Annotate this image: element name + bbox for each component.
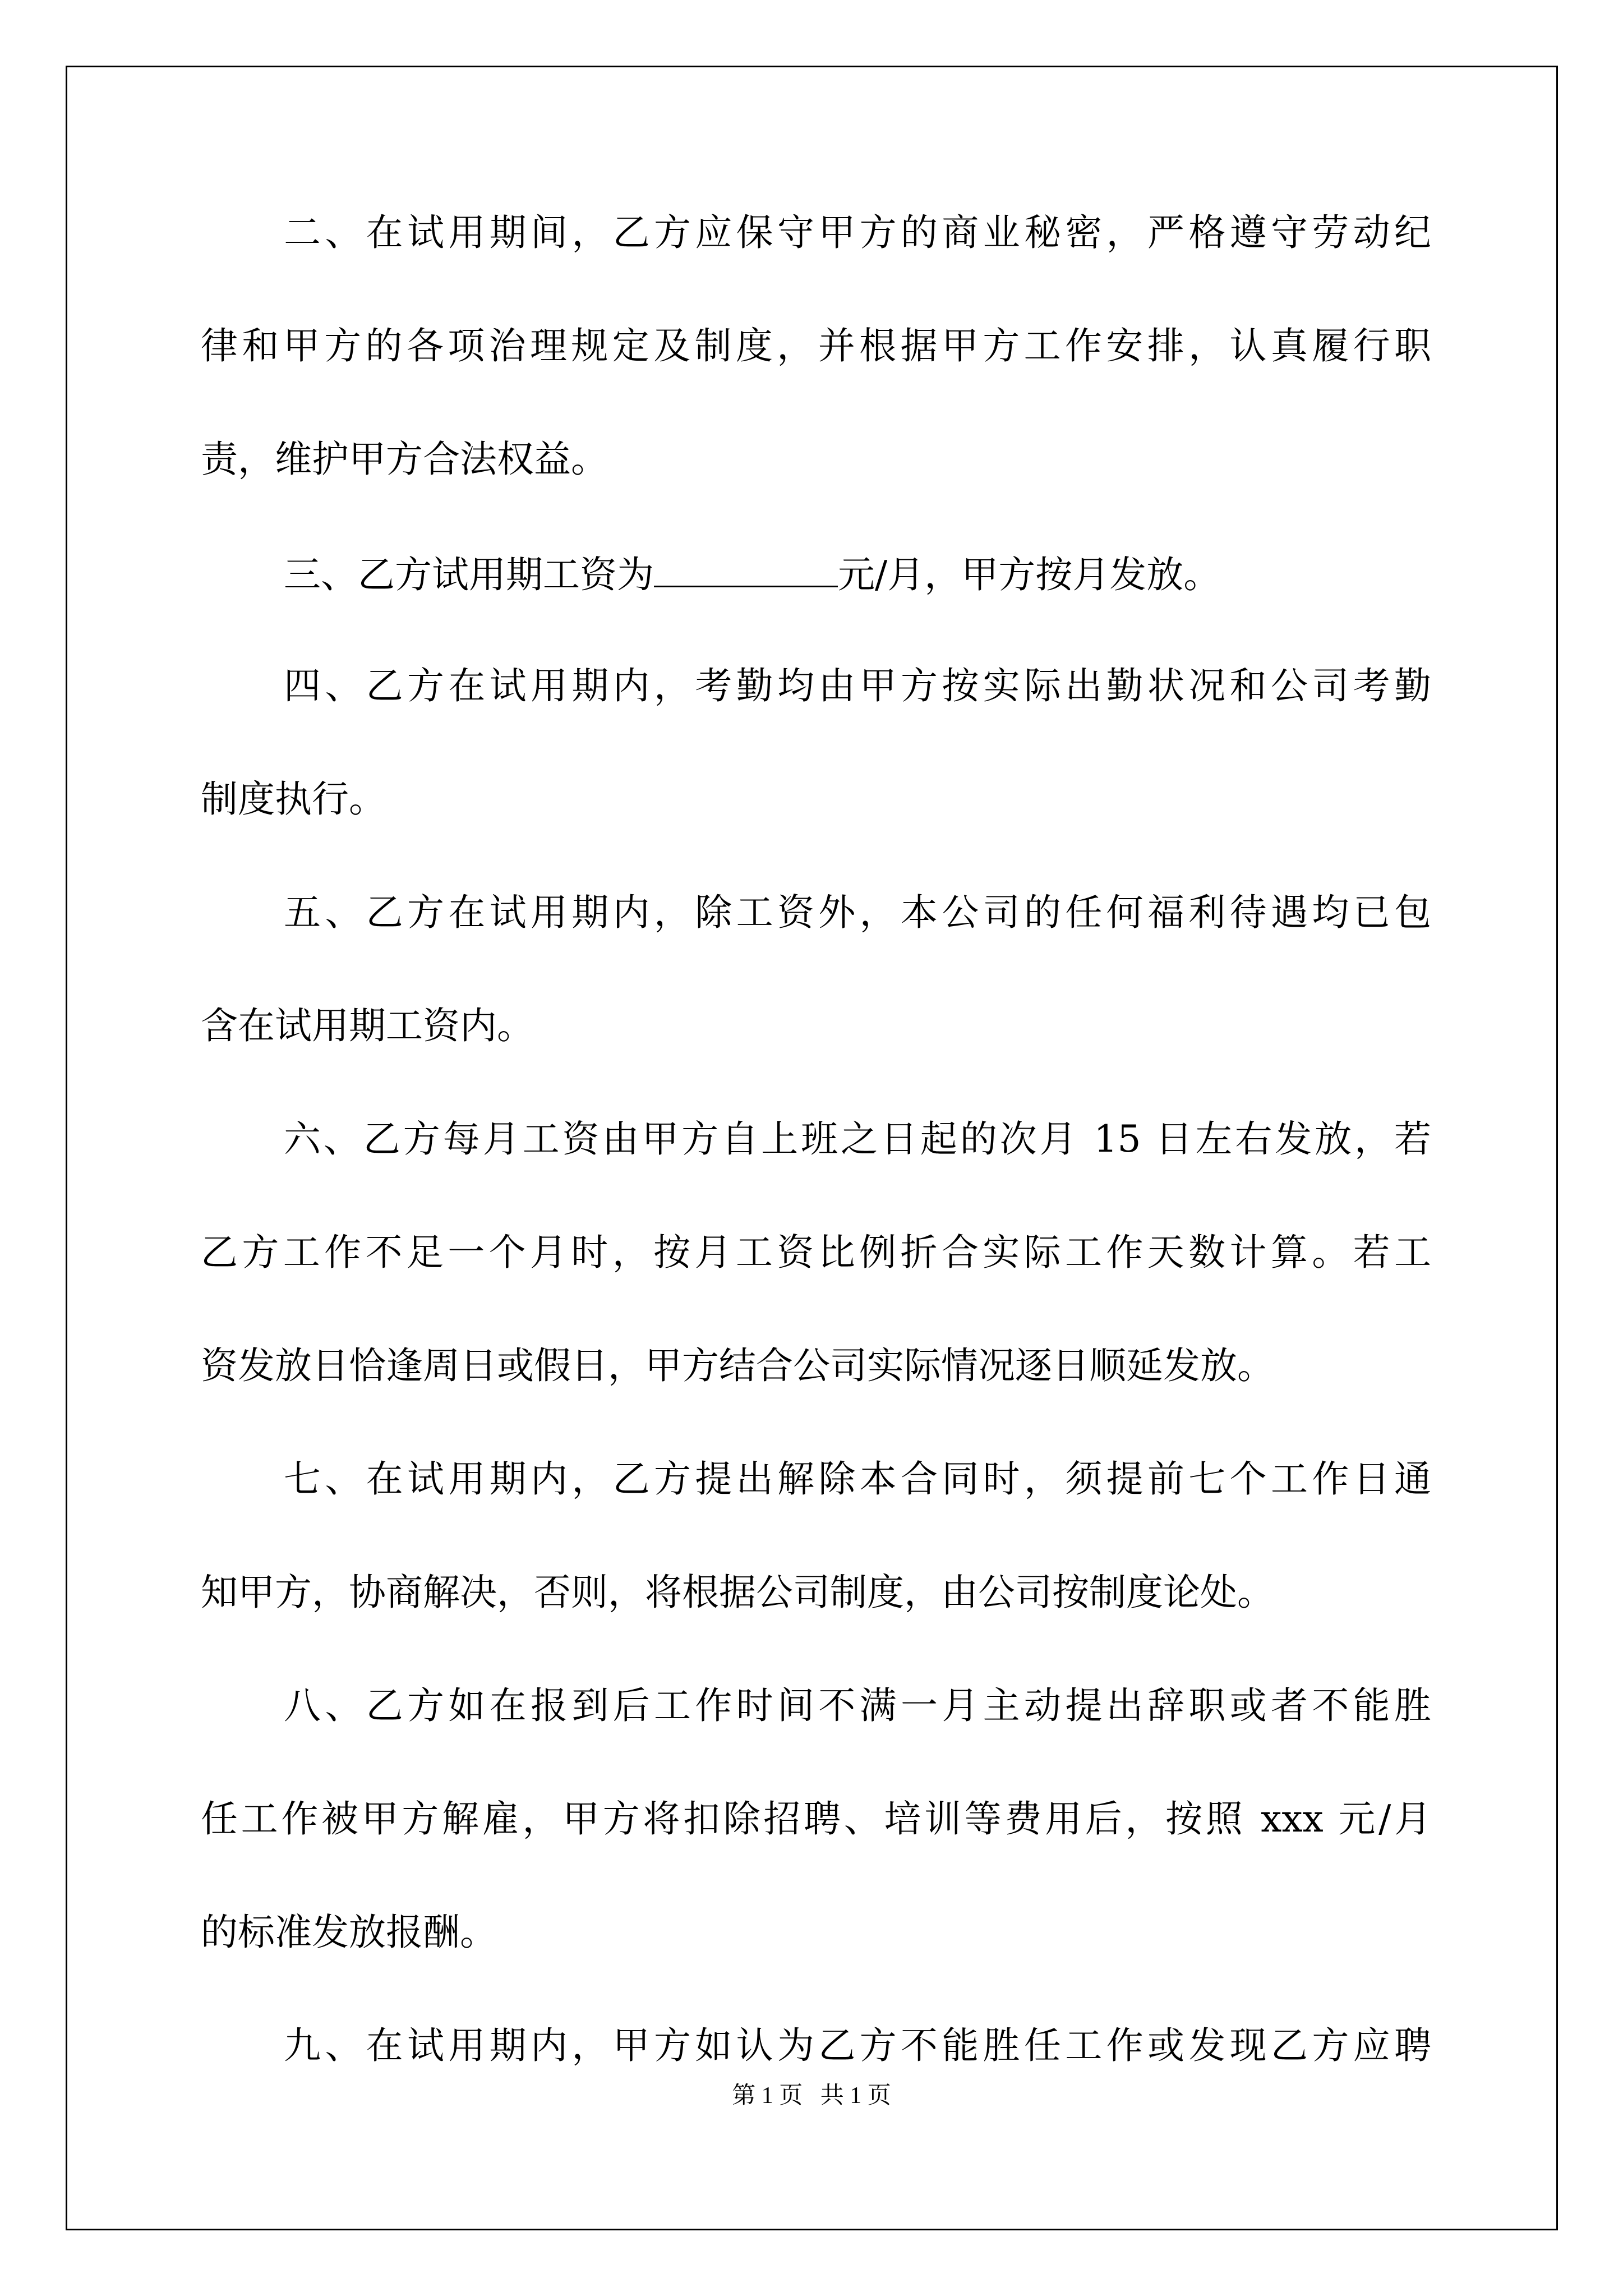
paragraph-7-line-2: 知甲方，协商解决，否则，将根据公司制度，由公司按制度论处。	[201, 1571, 1274, 1614]
paragraph-4-line-1: 四、乙方在试用期内，考勤均由甲方按实际出勤状况和公司考勤	[284, 664, 1431, 707]
paragraph-2-line-2: 律和甲方的各项治理规定及制度，并根据甲方工作安排，认真履行职	[201, 324, 1431, 367]
paragraph-6-line-1: 六、乙方每月工资由甲方自上班之日起的次月 15 日左右发放，若	[284, 1117, 1431, 1161]
paragraph-9-line-1: 九、在试用期内，甲方如认为乙方不能胜任工作或发现乙方应聘	[284, 2024, 1431, 2067]
paragraph-4-line-2: 制度执行。	[201, 777, 386, 821]
paragraph-7-line-1: 七、在试用期内，乙方提出解除本合同时，须提前七个工作日通	[284, 1457, 1431, 1501]
paragraph-5-line-2: 含在试用期工资内。	[201, 1004, 534, 1047]
paragraph-6-line-2: 乙方工作不足一个月时，按月工资比例折合实际工作天数计算。若工	[201, 1231, 1431, 1274]
document-body	[201, 211, 1431, 2067]
paragraph-8-line-3: 的标准发放报酬。	[201, 1911, 497, 1954]
page-number-footer: 第 1 页 共 1 页	[732, 2083, 891, 2109]
paragraph-6-line-3: 资发放日恰逢周日或假日，甲方结合公司实际情况逐日顺延发放。	[201, 1344, 1274, 1387]
paragraph-5-line-1: 五、乙方在试用期内，除工资外，本公司的任何福利待遇均已包	[284, 891, 1431, 934]
salary-blank-line	[654, 554, 838, 587]
paragraph-2-line-3: 责，维护甲方合法权益。	[201, 438, 608, 481]
paragraph-8-line-1: 八、乙方如在报到后工作时间不满一月主动提出辞职或者不能胜	[284, 1684, 1431, 1727]
salary-clause-suffix: 元/月，甲方按月发放。	[838, 553, 1221, 596]
paragraph-8-line-2: 任工作被甲方解雇，甲方将扣除招聘、培训等费用后，按照 xxx 元/月	[201, 1797, 1431, 1841]
salary-clause-prefix: 三、乙方试用期工资为	[284, 553, 654, 596]
paragraph-3	[201, 553, 1431, 596]
paragraph-2-line-1: 二、在试用期间，乙方应保守甲方的商业秘密，严格遵守劳动纪	[284, 211, 1431, 254]
